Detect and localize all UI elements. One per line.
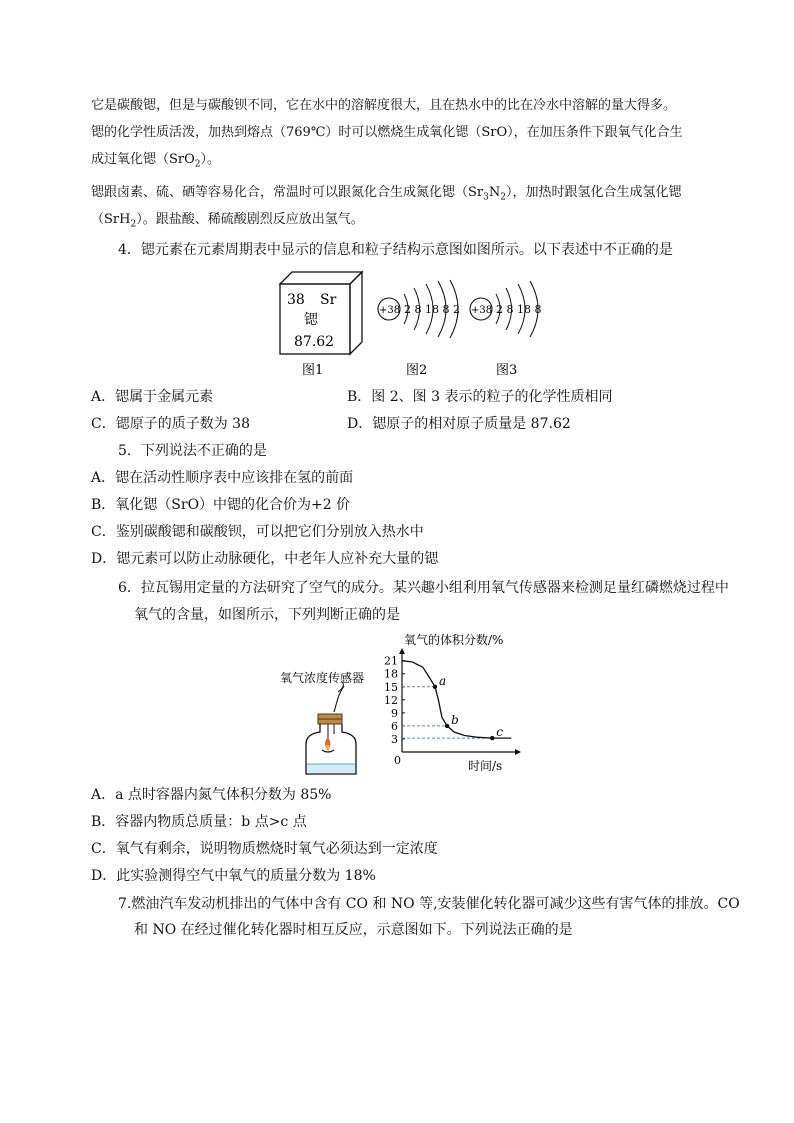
fig3-nucleus: +38	[471, 305, 493, 316]
caption-fig2: 图2	[406, 363, 428, 378]
q6-option-b[interactable]: B．容器内物质总质量：b 点>c 点	[91, 814, 307, 830]
chart-y-tick-label: 15	[384, 680, 398, 694]
q4-option-b[interactable]: B．图 2、图 3 表示的粒子的化学性质相同	[347, 389, 613, 405]
q7-stem-line-1: 7.燃油汽车发动机排出的气体中含有 CO 和 NO 等,安装催化转化器可减少这些有害气体的排放。CO	[118, 896, 740, 912]
chart-point-label-b: b	[451, 712, 459, 727]
chart-xlabel: 时间/s	[468, 759, 503, 773]
q7-stem-line-2: 和 NO 在经过催化转化器时相互反应，示意图如下。下列说法正确的是	[134, 922, 573, 938]
chart-y-tick-label: 12	[384, 693, 398, 707]
chart-point-b	[445, 724, 449, 728]
chart-ylabel: 氧气的体积分数/%	[404, 633, 504, 647]
fig3-ion-diagram	[470, 281, 541, 337]
q5-option-c[interactable]: C．鉴别碳酸锶和碳酸钡，可以把它们分别放入热水中	[91, 524, 424, 540]
passage-line-5: （SrH$_2$）。跟盐酸、稀硫酸剧烈反应放出氢气。	[91, 212, 364, 230]
oxygen-sensor-apparatus	[276, 664, 386, 780]
q6-option-a[interactable]: A．a 点时容器内氮气体积分数为 85%	[91, 787, 332, 803]
chart-point-label-c: c	[496, 725, 503, 740]
q6-stem-line-1: 6．拉瓦锡用定量的方法研究了空气的成分。某兴趣小组利用氧气传感器来检测足量红磷燃烧过程中	[118, 580, 729, 596]
chart-y-tick-label: 21	[384, 654, 398, 668]
q6-option-c[interactable]: C．氧气有剩余，说明物质燃烧时氧气必须达到一定浓度	[91, 841, 438, 857]
sensor-label: 氧气浓度传感器	[280, 671, 365, 685]
chart-y-tick-label: 3	[391, 732, 398, 746]
atomic-number: 38	[287, 292, 305, 308]
q4-figures	[270, 266, 560, 382]
q5-stem: 5．下列说法不正确的是	[118, 443, 267, 459]
fig2-nucleus: +38	[379, 305, 401, 316]
chart-y-tick-label: 9	[391, 706, 398, 720]
chart-point-a	[433, 685, 437, 689]
element-name: 锶	[304, 312, 318, 328]
passage-line-4: 锶跟卤素、硫、硒等容易化合，常温时可以跟氮化合生成氮化锶$(Sr_3N_2)$，加热时跟氢化合生成氢化锶	[91, 185, 682, 203]
q6-stem-line-2: 氧气的含量，如图所示，下列判断正确的是	[134, 607, 400, 623]
caption-fig3: 图3	[496, 363, 518, 378]
chart-guides	[402, 687, 492, 738]
passage-line-1: 它是碳酸锶，但是与碳酸钡不同，它在水中的溶解度很大，且在热水中的比在冷水中溶解的量大得多。	[91, 98, 677, 113]
passage-line-2: 锶的化学性质活泼，加热到熔点（769℃）时可以燃烧生成氧化锶（SrO），在加压条件下跟氧气化合生	[91, 125, 683, 140]
q5-option-d[interactable]: D．锶元素可以防止动脉硬化，中老年人应补充大量的锶	[91, 551, 439, 567]
q4-option-a[interactable]: A．锶属于金属元素	[91, 389, 214, 405]
chart-y-arrow	[399, 648, 405, 654]
passage-line-3: 成过氧化锶（SrO$_2$）。	[91, 152, 221, 170]
fig2-shells: 2 8 18 8 2	[404, 303, 460, 316]
fig3-shells: 2 8 18 8	[496, 303, 542, 316]
chart-origin-label: 0	[394, 754, 401, 767]
fig2-atom-diagram	[378, 280, 460, 338]
q4-option-c[interactable]: C．锶原子的质子数为 38	[91, 416, 250, 432]
q6-option-d[interactable]: D．此实验测得空气中氧气的质量分数为 18%	[91, 868, 376, 884]
chart-point-label-a: a	[438, 673, 447, 688]
chart-points	[433, 674, 503, 741]
caption-fig1: 图1	[302, 363, 324, 378]
q5-option-a[interactable]: A．锶在活动性顺序表中应该排在氢的前面	[91, 470, 354, 486]
q4-stem: 4．锶元素在元素周期表中显示的信息和粒子结构示意图如图所示。以下表述中不正确的是	[118, 242, 673, 258]
element-symbol: Sr	[320, 292, 337, 308]
chart-y-tick-label: 18	[384, 667, 398, 681]
chart-point-c	[490, 736, 494, 740]
oxygen-chart	[380, 630, 530, 780]
chart-y-tick-label: 6	[391, 719, 398, 733]
q5-option-b[interactable]: B．氧化锶（SrO）中锶的化合价为+2 价	[91, 497, 351, 513]
chart-x-arrow	[515, 749, 521, 755]
q4-option-d[interactable]: D．锶原子的相对原子质量是 87.62	[347, 416, 571, 432]
element-card	[280, 272, 362, 354]
atomic-mass: 87.62	[294, 334, 335, 350]
